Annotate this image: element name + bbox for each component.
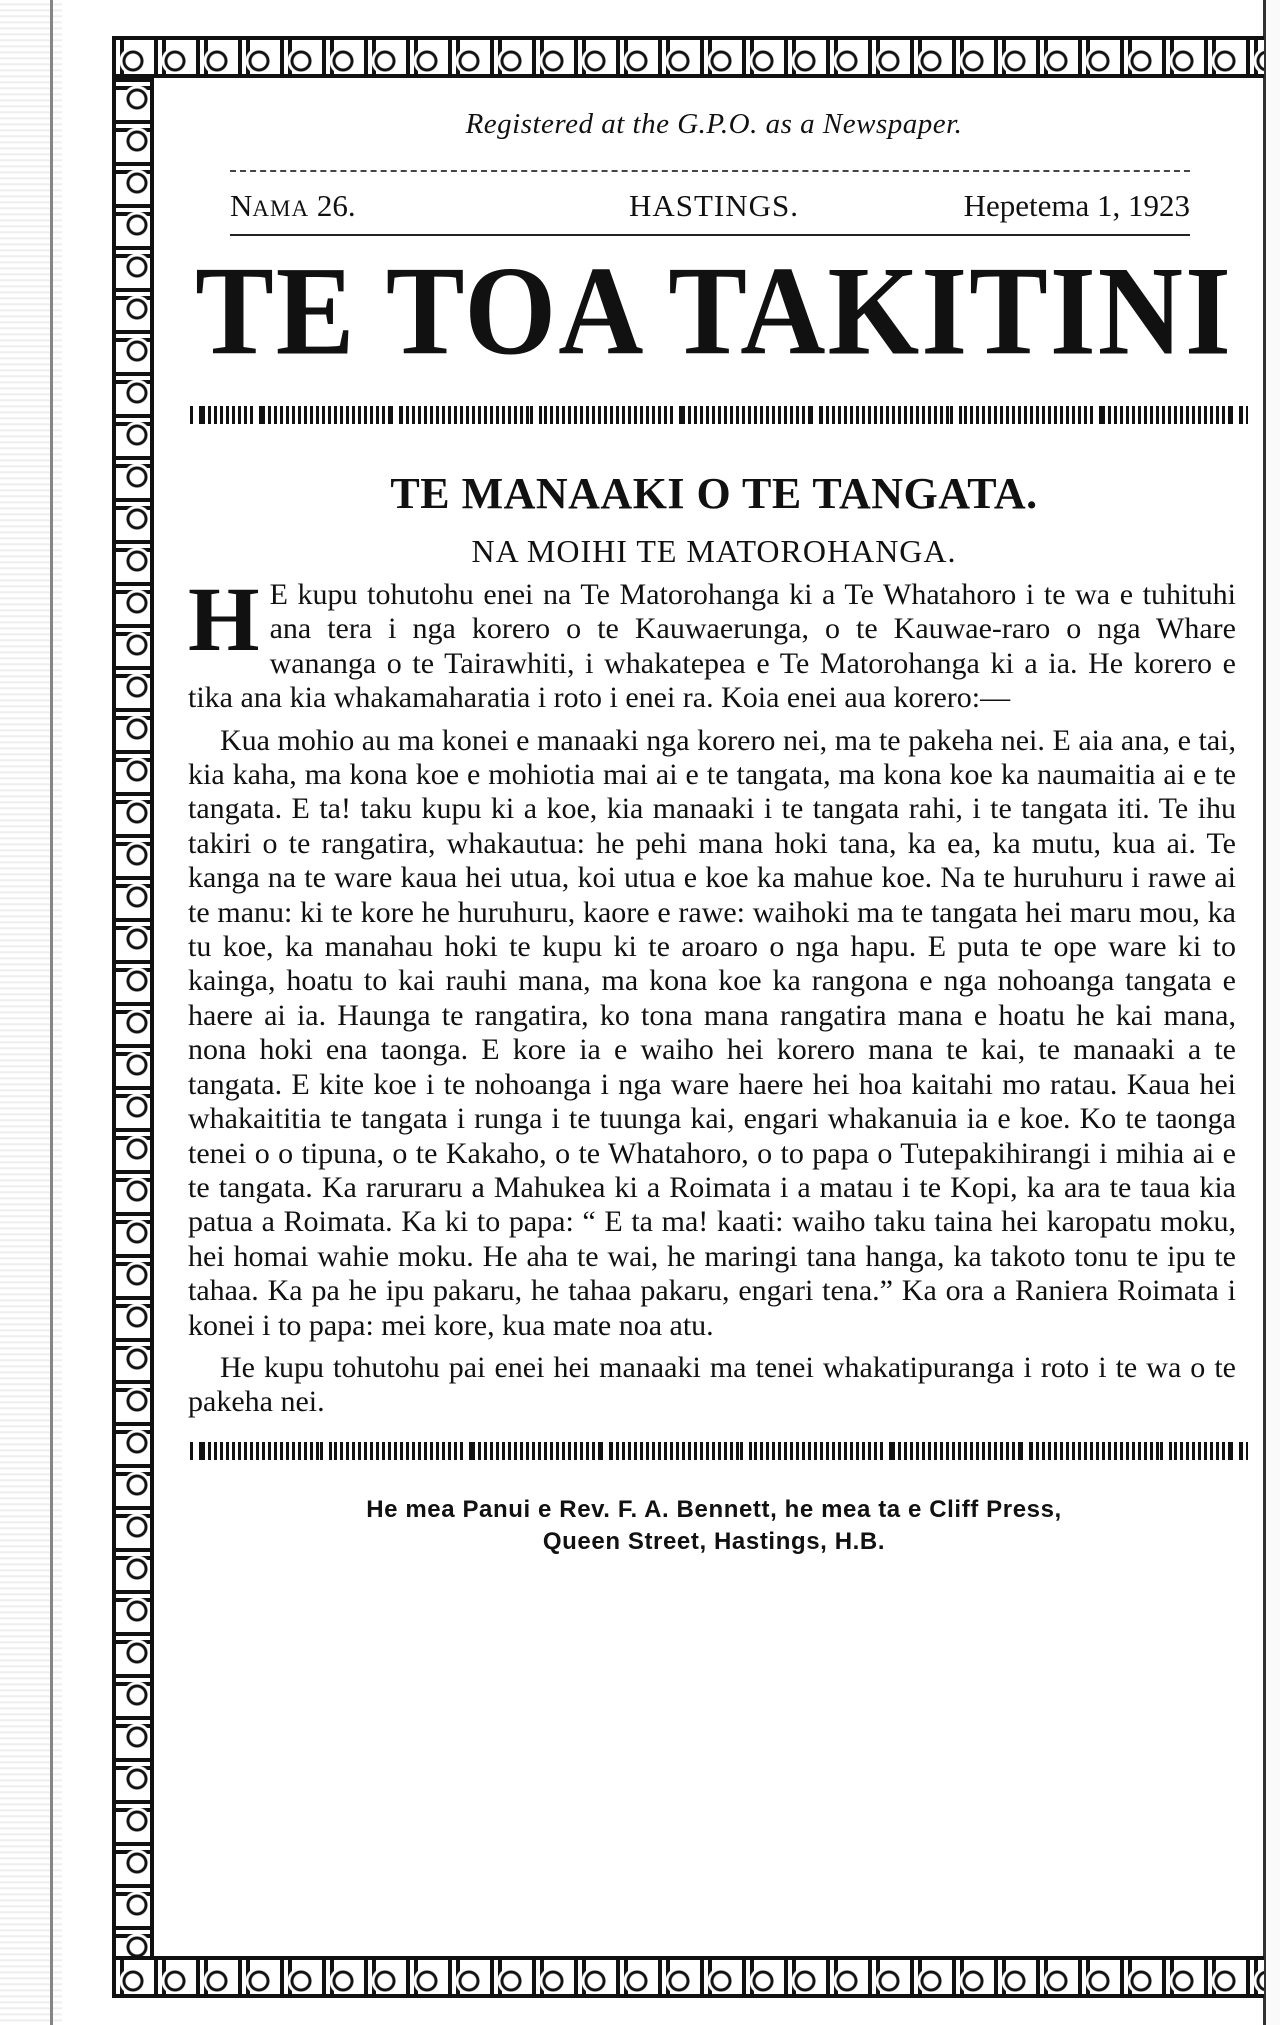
- issue-smallcaps: AMA: [252, 196, 310, 221]
- article-headline: TE MANAAKI O TE TANGATA.: [390, 469, 1038, 518]
- paragraph-3: He kupu tohutohu pai enei hei manaaki ma tenei whakatipuranga i roto i te wa o te pakeha nei.: [188, 1350, 1236, 1419]
- place: HASTINGS.: [628, 188, 800, 223]
- ornamental-border-top: [112, 36, 1264, 78]
- issue-info-row: [180, 180, 1248, 230]
- divider-dashed: [230, 170, 1190, 172]
- decorative-rule-bottom: [190, 1442, 1248, 1460]
- issue-num: 26.: [309, 188, 356, 223]
- paragraph-2: Kua mohio au ma konei e manaaki nga korero nei, ma te pakeha nei. E aia ana, e tai, kia kaha, ma kona koe e mohiotia mai ai e te tangata, ma kona koe ka naumaitia ai e te tangata. E ta! taku kupu ki a koe, kia manaaki i te tangata rahi, i te tangata iti. Te ihu takiri o te rangatira, whakautua: he pehi mana hoki tana, ka ea, ka mutu, kua ai. Te kanga na te ware kaua hei utua, koi utua e koe ka mahue koe. Na te huruhuru i rawe ai te manu: ki te kore he huruhuru, kaore e rawe: waihoki ma te tangata hei maru mou, ka tu koe, ka manahau hoki te kupu ki te aroaro o nga hapu. E puta te ope ware ki to kainga, hoatu to kai rauhi mana, ma kona koe ka rangona e nga nohoanga tangata e haere ai ia. Haunga te rangatira, ko tona mana rangatira mana e hoatu he kai mana, nona hoki ena taonga. E kore ia e waiho hei korero mana te kai, te manaaki a te tangata. E kite koe i te nohoanga i nga ware haere hei hoa kaitahi mo ratau. Kaua hei whakaititia te tangata i runga i te tuunga kai, engari whakanuia ia e koe. Ko te taonga tenei o o tipuna, o te Kakaho, o te Whatahoro, o to papa o Tutepakihirangi i mihia ai e te tangata. Ka raruraru a Mahukea ki a Roimata i a matau i te Kopi, ka ara te taua kia patua a Roimata. Ka ki to papa: “ E ta ma! kaati: waiho taku taina hei karopatu moku, hei homai wahie moku. He aha te wai, he maringi tana hanga, ka takoto tonu te ipu te tahaa. Ka pa he ipu pakaru, he tahaa pakaru, engari tena.” Ka ora a Raniera Roimata i konei i to papa: mei kore, kua mate noa atu.: [188, 723, 1236, 1342]
- scan-edge-right: [1263, 0, 1280, 2025]
- article-byline: NA MOIHI TE MATOROHANGA.: [471, 533, 957, 569]
- scan-edge-left: [0, 0, 62, 2025]
- ornamental-border-bottom: [112, 1956, 1264, 1998]
- issue-date: Hepetema 1, 1923: [963, 188, 1190, 223]
- imprint: [180, 1494, 1248, 1558]
- imprint-line-1: He mea Panui e Rev. F. A. Bennett, he mea ta e Cliff Press,: [366, 1495, 1062, 1523]
- ornamental-border-left: [112, 78, 154, 1956]
- paragraph-1: [188, 568, 1236, 716]
- registration-notice: Registered at the G.P.O. as a Newspaper.: [465, 108, 963, 140]
- drop-cap: H: [188, 568, 260, 670]
- masthead-title: TE TOA TAKITINI: [195, 240, 1233, 382]
- paragraph-1-text: E kupu tohutohu enei na Te Matorohanga ki a Te Whatahoro i te wa e tuhituhi ana tera i nga korero o te Kauwaerunga, o te Kauwae-raro o nga Whare wananga o te Tairawhiti, i whakatepea e Te Matorohanga ki a ia. He korero e tika ana kia whakamaharatia i roto i enei ra. Koia enei aua korero:—: [188, 578, 1236, 715]
- imprint-line-2: Queen Street, Hastings, H.B.: [542, 1527, 886, 1555]
- newspaper-page: [112, 36, 1264, 1998]
- issue-prefix: N: [230, 188, 253, 223]
- article-body: [188, 568, 1236, 1420]
- decorative-rule-top: [190, 406, 1248, 424]
- page-content: [180, 98, 1248, 1558]
